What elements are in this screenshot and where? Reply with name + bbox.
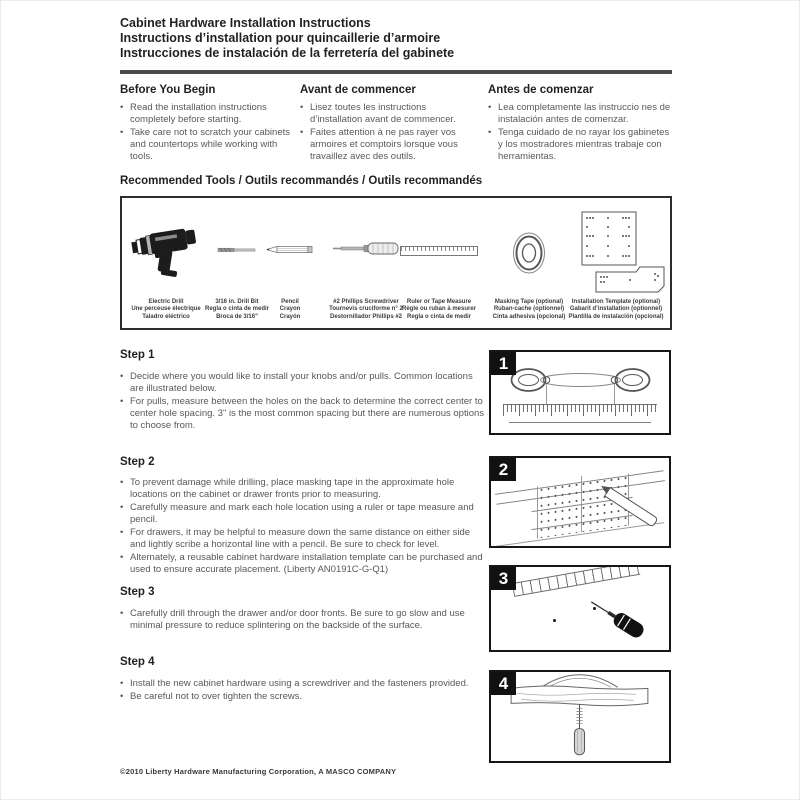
bullet-item: • Lea completamente las instruccio nes de instalación antes de comenzar.: [488, 102, 676, 126]
bullet-item: • To prevent damage while drilling, place masking tape in the approximate hole locations on the cabinet or drawer fronts prior to measuring.: [120, 477, 484, 501]
marked-hole-dot: [553, 619, 556, 622]
tool-label: Masking Tape (optional) Ruban-cache (optionnel) Cinta adhesiva (opcional): [492, 298, 566, 320]
bullet-item: • Tenga cuidado de no rayar los gabinetes y los mostradores mientras trabaje con herramientas.: [488, 127, 676, 163]
bullet-item: • Carefully measure and mark each hole location using a ruler or tape measure and pencil.: [120, 502, 484, 526]
bullet-item: • Read the installation instructions completely before starting.: [120, 102, 290, 126]
before-bullets-es: [488, 102, 676, 163]
tool-label: 3/16 in. Drill Bit Regla o cinta de medir Broca de 3/16": [204, 298, 270, 320]
before-column-en: [120, 84, 290, 164]
tool-label: #2 Phillips Screwdriver Tournevis cruciforme n° 2 Destornillador Phillips #2: [329, 298, 403, 320]
recommended-tools-box: [120, 196, 672, 330]
step-2-bullets: [120, 477, 484, 577]
electric-drill-icon: [130, 220, 202, 278]
doc-title-en: Cabinet Hardware Installation Instructions: [120, 16, 371, 30]
cabinet-pull-illustration: [491, 354, 669, 404]
step-3-number-badge: 3: [491, 567, 516, 590]
step-2-number-badge: 2: [491, 458, 516, 481]
baseline: [509, 422, 651, 423]
tool-masking-tape: [491, 198, 567, 328]
masking-tape-strip: [512, 565, 640, 597]
bullet-item: • Lisez toutes les instructions d’installation avant de commencer.: [300, 102, 474, 126]
step-1-heading: Step 1: [120, 349, 155, 361]
bullet-item: • Take care not to scratch your cabinets and countertops while working with tools.: [120, 127, 290, 163]
screwdriver-fastening-illustration: [491, 672, 669, 761]
ruler-edge-line: [503, 404, 657, 405]
before-column-es: [488, 84, 676, 164]
doc-title-fr: Instructions d’installation pour quincaillerie d’armoire: [120, 31, 441, 45]
step-1-bullets: [120, 371, 484, 433]
before-column-fr: [300, 84, 474, 164]
tool-electric-drill: [122, 198, 210, 328]
ruler-minor-ticks: [503, 404, 657, 412]
step-1-number-badge: 1: [491, 352, 516, 375]
ruler-icon: [400, 246, 478, 256]
step-2-heading: Step 2: [120, 456, 155, 468]
drill-tip-illustration: [587, 599, 667, 652]
bullet-item: • Carefully drill through the drawer and/or door fronts. Be sure to go slow and use minimal pressure to reduce splintering on the backside of the surface.: [120, 608, 484, 632]
step-2-illustration-panel: [489, 456, 671, 548]
bullet-item: • For drawers, it may be helpful to measure down the same distance on either side and lightly scribe a horizontal line with a pencil. Be sure to check for level.: [120, 527, 484, 551]
step-4-number-badge: 4: [491, 672, 516, 695]
document-header: [120, 16, 680, 61]
step-3-heading: Step 3: [120, 586, 155, 598]
bullet-item: • Install the new cabinet hardware using a screwdriver and the fasteners provided.: [120, 678, 484, 690]
step-1-illustration-panel: [489, 350, 671, 435]
tool-label: Installation Template (optional) Gabarit d’installation (optionnel) Plantilla de instalación (opcional): [568, 298, 664, 320]
before-heading-en: Before You Begin: [120, 84, 216, 96]
masking-tape-icon: [510, 230, 548, 276]
bullet-item: • Alternately, a reusable cabinet hardware installation template can be purchased and used to ensure accurate placement. (Liberty AN0191C-G-Q1): [120, 552, 484, 576]
tool-installation-template: [558, 198, 674, 328]
phillips-screwdriver-icon: [332, 241, 400, 256]
header-divider: [120, 70, 672, 74]
tool-label: Electric Drill Une perceuse électrique Taladro eléctrico: [131, 298, 201, 320]
tool-ruler: [396, 198, 482, 328]
before-heading-es: Antes de comenzar: [488, 84, 594, 96]
step-4-bullets: [120, 678, 484, 704]
bullet-item: • Decide where you would like to install your knobs and/or pulls. Common locations are illustrated below.: [120, 371, 484, 395]
tool-label: Pencil Crayon Crayón: [279, 298, 301, 320]
bullet-item: • Faites attention à ne pas rayer vos armoires et comptoirs lorsque vous travaillez avec des outils.: [300, 127, 474, 163]
step-4-heading: Step 4: [120, 656, 155, 668]
before-bullets-fr: [300, 102, 474, 163]
recommended-tools-heading: Recommended Tools / Outils recommandés / Outils recommandés: [120, 175, 483, 187]
before-bullets-en: [120, 102, 290, 163]
before-you-begin-section: [120, 84, 680, 174]
step-4-illustration-panel: [489, 670, 671, 763]
pencil-icon: [266, 244, 314, 255]
tool-pencil: [257, 198, 323, 328]
drill-bit-icon: [217, 245, 257, 255]
copyright-line: ©2010 Liberty Hardware Manufacturing Corporation, A MASCO COMPANY: [120, 767, 397, 776]
tool-label: Ruler or Tape Measure Règle ou ruban à mesurer Regla o cinta de medir: [401, 298, 477, 320]
doc-title-es: Instrucciones de instalación de la ferretería del gabinete: [120, 46, 455, 60]
bullet-item: • Be careful not to over tighten the screws.: [120, 691, 484, 703]
step-3-illustration-panel: [489, 565, 671, 652]
step-3-bullets: [120, 608, 484, 633]
installation-template-icon: [560, 210, 672, 294]
before-heading-fr: Avant de commencer: [300, 84, 416, 96]
bullet-item: • For pulls, measure between the holes on the back to determine the correct center to center hole spacing. 3" is the most common spacing but there are numerous options to choose from.: [120, 396, 484, 432]
